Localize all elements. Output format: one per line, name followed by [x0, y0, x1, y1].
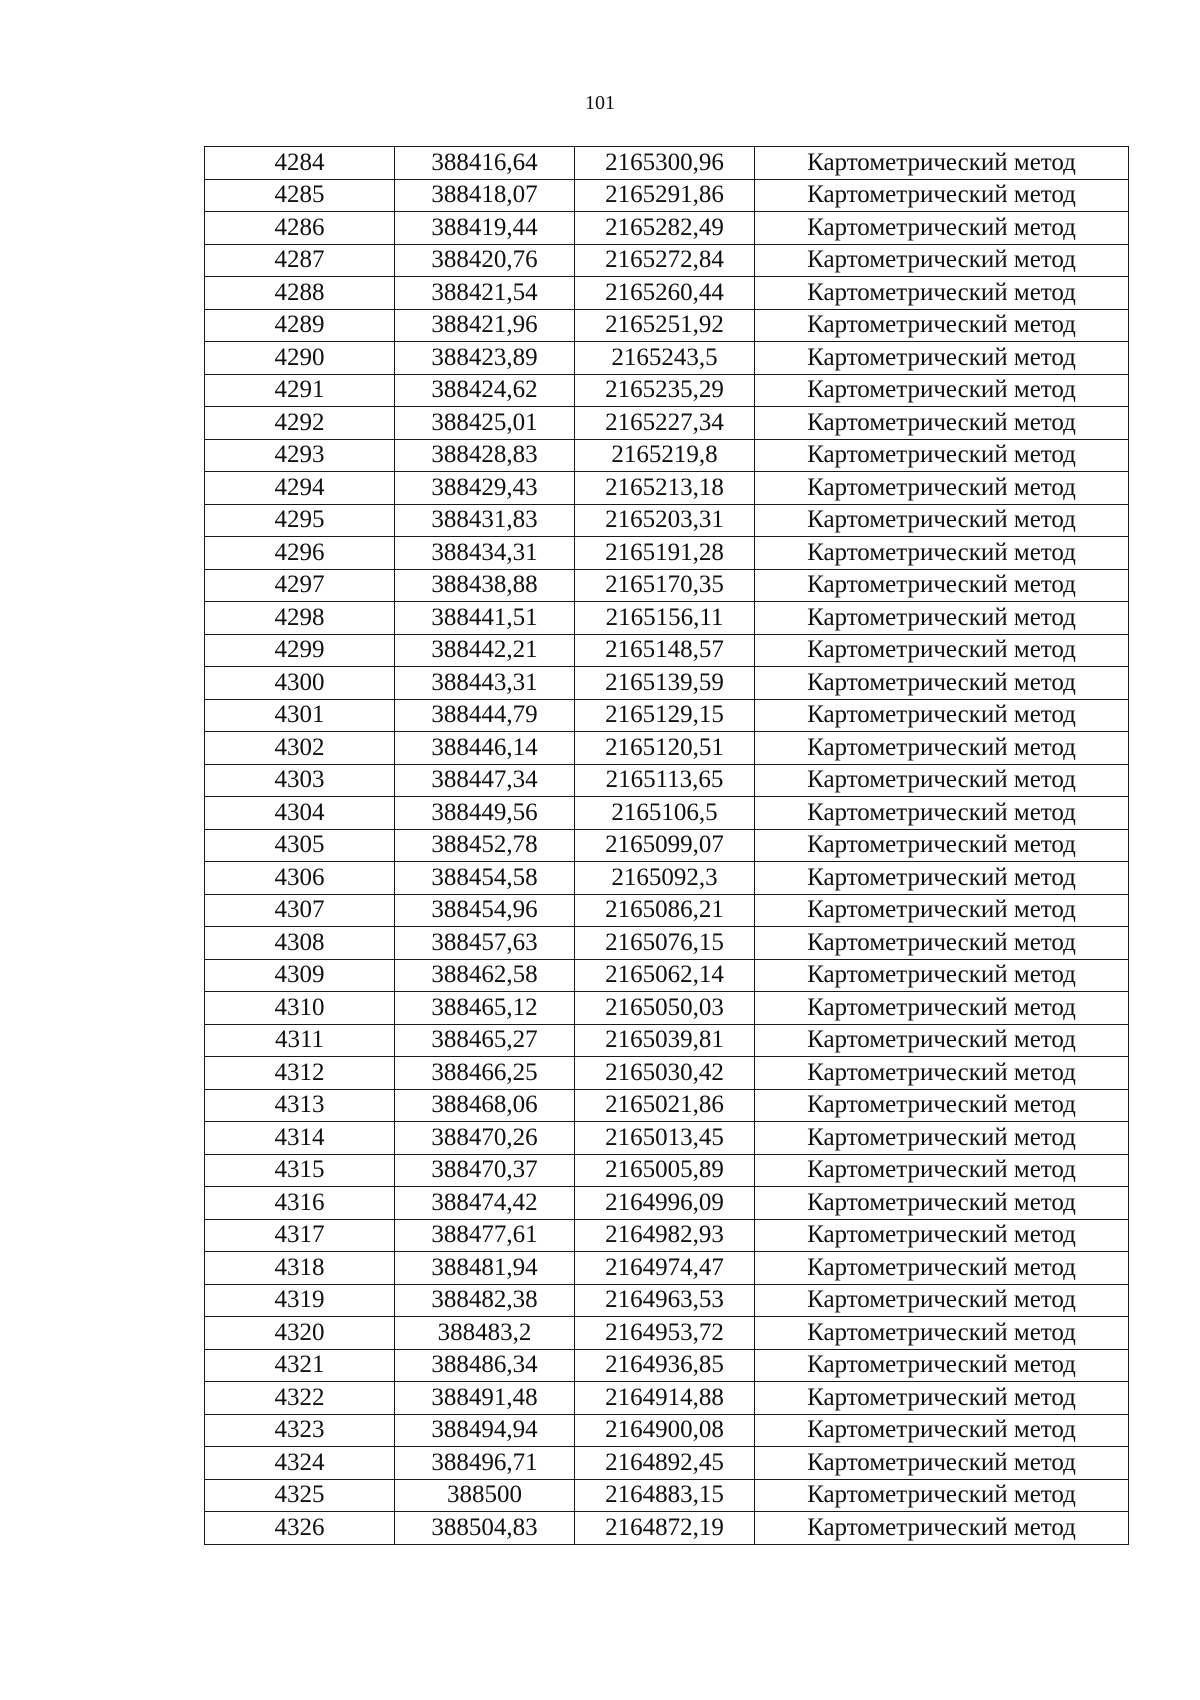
table-row	[205, 504, 1129, 537]
point-number-cell: 4300	[205, 667, 395, 700]
point-number-cell: 4307	[205, 894, 395, 927]
table-row	[205, 797, 1129, 830]
method-cell: Картометрический метод	[755, 1414, 1129, 1447]
table-row	[205, 1479, 1129, 1512]
table-row	[205, 537, 1129, 570]
y-coordinate-cell: 2164883,15	[575, 1479, 755, 1512]
point-number-cell: 4326	[205, 1512, 395, 1545]
x-coordinate-cell: 388421,54	[395, 277, 575, 310]
method-cell: Картометрический метод	[755, 1089, 1129, 1122]
method-cell: Картометрический метод	[755, 1187, 1129, 1220]
method-cell: Картометрический метод	[755, 244, 1129, 277]
table-row	[205, 212, 1129, 245]
method-cell: Картометрический метод	[755, 1317, 1129, 1350]
y-coordinate-cell: 2165213,18	[575, 472, 755, 505]
table-row	[205, 1512, 1129, 1545]
table-row	[205, 472, 1129, 505]
table-row	[205, 894, 1129, 927]
x-coordinate-cell: 388486,34	[395, 1349, 575, 1382]
point-number-cell: 4324	[205, 1447, 395, 1480]
x-coordinate-cell: 388416,64	[395, 147, 575, 180]
y-coordinate-cell: 2165076,15	[575, 927, 755, 960]
x-coordinate-cell: 388483,2	[395, 1317, 575, 1350]
point-number-cell: 4288	[205, 277, 395, 310]
table-row	[205, 927, 1129, 960]
method-cell: Картометрический метод	[755, 992, 1129, 1025]
x-coordinate-cell: 388500	[395, 1479, 575, 1512]
y-coordinate-cell: 2164982,93	[575, 1219, 755, 1252]
x-coordinate-cell: 388438,88	[395, 569, 575, 602]
table-row	[205, 1414, 1129, 1447]
table-row	[205, 244, 1129, 277]
y-coordinate-cell: 2164914,88	[575, 1382, 755, 1415]
y-coordinate-cell: 2165092,3	[575, 862, 755, 895]
table-row	[205, 309, 1129, 342]
y-coordinate-cell: 2164872,19	[575, 1512, 755, 1545]
point-number-cell: 4312	[205, 1057, 395, 1090]
point-number-cell: 4314	[205, 1122, 395, 1155]
y-coordinate-cell: 2165139,59	[575, 667, 755, 700]
y-coordinate-cell: 2165227,34	[575, 407, 755, 440]
y-coordinate-cell: 2165129,15	[575, 699, 755, 732]
method-cell: Картометрический метод	[755, 959, 1129, 992]
y-coordinate-cell: 2165113,65	[575, 764, 755, 797]
point-number-cell: 4309	[205, 959, 395, 992]
x-coordinate-cell: 388431,83	[395, 504, 575, 537]
point-number-cell: 4308	[205, 927, 395, 960]
method-cell: Картометрический метод	[755, 862, 1129, 895]
point-number-cell: 4316	[205, 1187, 395, 1220]
x-coordinate-cell: 388425,01	[395, 407, 575, 440]
x-coordinate-cell: 388446,14	[395, 732, 575, 765]
x-coordinate-cell: 388444,79	[395, 699, 575, 732]
y-coordinate-cell: 2165300,96	[575, 147, 755, 180]
x-coordinate-cell: 388424,62	[395, 374, 575, 407]
method-cell: Картометрический метод	[755, 1122, 1129, 1155]
method-cell: Картометрический метод	[755, 472, 1129, 505]
page-number: 101	[585, 92, 615, 114]
point-number-cell: 4284	[205, 147, 395, 180]
point-number-cell: 4320	[205, 1317, 395, 1350]
y-coordinate-cell: 2165099,07	[575, 829, 755, 862]
y-coordinate-cell: 2165219,8	[575, 439, 755, 472]
method-cell: Картометрический метод	[755, 1512, 1129, 1545]
point-number-cell: 4293	[205, 439, 395, 472]
y-coordinate-cell: 2165251,92	[575, 309, 755, 342]
point-number-cell: 4302	[205, 732, 395, 765]
table-row	[205, 1187, 1129, 1220]
x-coordinate-cell: 388470,26	[395, 1122, 575, 1155]
table-row	[205, 667, 1129, 700]
method-cell: Картометрический метод	[755, 407, 1129, 440]
y-coordinate-cell: 2164996,09	[575, 1187, 755, 1220]
y-coordinate-cell: 2164963,53	[575, 1284, 755, 1317]
x-coordinate-cell: 388420,76	[395, 244, 575, 277]
point-number-cell: 4301	[205, 699, 395, 732]
method-cell: Картометрический метод	[755, 1219, 1129, 1252]
x-coordinate-cell: 388465,27	[395, 1024, 575, 1057]
table-row	[205, 1284, 1129, 1317]
x-coordinate-cell: 388434,31	[395, 537, 575, 570]
table-row	[205, 1057, 1129, 1090]
method-cell: Картометрический метод	[755, 699, 1129, 732]
table-row	[205, 1317, 1129, 1350]
table-row	[205, 1382, 1129, 1415]
x-coordinate-cell: 388419,44	[395, 212, 575, 245]
point-number-cell: 4306	[205, 862, 395, 895]
table-row	[205, 407, 1129, 440]
y-coordinate-cell: 2164953,72	[575, 1317, 755, 1350]
y-coordinate-cell: 2165156,11	[575, 602, 755, 635]
method-cell: Картометрический метод	[755, 309, 1129, 342]
method-cell: Картометрический метод	[755, 504, 1129, 537]
point-number-cell: 4305	[205, 829, 395, 862]
y-coordinate-cell: 2165030,42	[575, 1057, 755, 1090]
y-coordinate-cell: 2164974,47	[575, 1252, 755, 1285]
x-coordinate-cell: 388481,94	[395, 1252, 575, 1285]
x-coordinate-cell: 388477,61	[395, 1219, 575, 1252]
x-coordinate-cell: 388421,96	[395, 309, 575, 342]
table-row	[205, 634, 1129, 667]
method-cell: Картометрический метод	[755, 634, 1129, 667]
x-coordinate-cell: 388457,63	[395, 927, 575, 960]
table-row	[205, 1089, 1129, 1122]
y-coordinate-cell: 2164892,45	[575, 1447, 755, 1480]
method-cell: Картометрический метод	[755, 732, 1129, 765]
x-coordinate-cell: 388504,83	[395, 1512, 575, 1545]
method-cell: Картометрический метод	[755, 212, 1129, 245]
method-cell: Картометрический метод	[755, 797, 1129, 830]
point-number-cell: 4321	[205, 1349, 395, 1382]
point-number-cell: 4317	[205, 1219, 395, 1252]
table-row	[205, 602, 1129, 635]
point-number-cell: 4325	[205, 1479, 395, 1512]
point-number-cell: 4294	[205, 472, 395, 505]
x-coordinate-cell: 388474,42	[395, 1187, 575, 1220]
point-number-cell: 4289	[205, 309, 395, 342]
table-row	[205, 959, 1129, 992]
method-cell: Картометрический метод	[755, 537, 1129, 570]
x-coordinate-cell: 388466,25	[395, 1057, 575, 1090]
y-coordinate-cell: 2165021,86	[575, 1089, 755, 1122]
table-row	[205, 439, 1129, 472]
x-coordinate-cell: 388452,78	[395, 829, 575, 862]
y-coordinate-cell: 2165243,5	[575, 342, 755, 375]
y-coordinate-cell: 2165291,86	[575, 179, 755, 212]
method-cell: Картометрический метод	[755, 147, 1129, 180]
point-number-cell: 4311	[205, 1024, 395, 1057]
point-number-cell: 4295	[205, 504, 395, 537]
y-coordinate-cell: 2164936,85	[575, 1349, 755, 1382]
x-coordinate-cell: 388465,12	[395, 992, 575, 1025]
y-coordinate-cell: 2165191,28	[575, 537, 755, 570]
x-coordinate-cell: 388418,07	[395, 179, 575, 212]
point-number-cell: 4291	[205, 374, 395, 407]
method-cell: Картометрический метод	[755, 1382, 1129, 1415]
method-cell: Картометрический метод	[755, 927, 1129, 960]
x-coordinate-cell: 388468,06	[395, 1089, 575, 1122]
y-coordinate-cell: 2165272,84	[575, 244, 755, 277]
method-cell: Картометрический метод	[755, 439, 1129, 472]
table-row	[205, 992, 1129, 1025]
point-number-cell: 4322	[205, 1382, 395, 1415]
table-row	[205, 1219, 1129, 1252]
table-row	[205, 277, 1129, 310]
table-row	[205, 374, 1129, 407]
x-coordinate-cell: 388470,37	[395, 1154, 575, 1187]
table-row	[205, 699, 1129, 732]
method-cell: Картометрический метод	[755, 374, 1129, 407]
method-cell: Картометрический метод	[755, 894, 1129, 927]
method-cell: Картометрический метод	[755, 1024, 1129, 1057]
table-row	[205, 764, 1129, 797]
y-coordinate-cell: 2165086,21	[575, 894, 755, 927]
table-row	[205, 342, 1129, 375]
point-number-cell: 4287	[205, 244, 395, 277]
x-coordinate-cell: 388482,38	[395, 1284, 575, 1317]
method-cell: Картометрический метод	[755, 342, 1129, 375]
x-coordinate-cell: 388454,58	[395, 862, 575, 895]
point-number-cell: 4290	[205, 342, 395, 375]
method-cell: Картометрический метод	[755, 1154, 1129, 1187]
y-coordinate-cell: 2165260,44	[575, 277, 755, 310]
method-cell: Картометрический метод	[755, 667, 1129, 700]
y-coordinate-cell: 2165039,81	[575, 1024, 755, 1057]
method-cell: Картометрический метод	[755, 1284, 1129, 1317]
point-number-cell: 4318	[205, 1252, 395, 1285]
x-coordinate-cell: 388449,56	[395, 797, 575, 830]
table-row	[205, 147, 1129, 180]
y-coordinate-cell: 2165062,14	[575, 959, 755, 992]
table-row	[205, 732, 1129, 765]
method-cell: Картометрический метод	[755, 1447, 1129, 1480]
point-number-cell: 4299	[205, 634, 395, 667]
point-number-cell: 4315	[205, 1154, 395, 1187]
point-number-cell: 4296	[205, 537, 395, 570]
method-cell: Картометрический метод	[755, 277, 1129, 310]
y-coordinate-cell: 2165120,51	[575, 732, 755, 765]
method-cell: Картометрический метод	[755, 569, 1129, 602]
x-coordinate-cell: 388447,34	[395, 764, 575, 797]
y-coordinate-cell: 2165203,31	[575, 504, 755, 537]
table-row	[205, 862, 1129, 895]
point-number-cell: 4310	[205, 992, 395, 1025]
table-row	[205, 1252, 1129, 1285]
table-row	[205, 569, 1129, 602]
method-cell: Картометрический метод	[755, 829, 1129, 862]
point-number-cell: 4286	[205, 212, 395, 245]
y-coordinate-cell: 2165235,29	[575, 374, 755, 407]
x-coordinate-cell: 388494,94	[395, 1414, 575, 1447]
point-number-cell: 4304	[205, 797, 395, 830]
x-coordinate-cell: 388443,31	[395, 667, 575, 700]
method-cell: Картометрический метод	[755, 1252, 1129, 1285]
point-number-cell: 4285	[205, 179, 395, 212]
x-coordinate-cell: 388441,51	[395, 602, 575, 635]
method-cell: Картометрический метод	[755, 1057, 1129, 1090]
x-coordinate-cell: 388496,71	[395, 1447, 575, 1480]
y-coordinate-cell: 2165170,35	[575, 569, 755, 602]
point-number-cell: 4323	[205, 1414, 395, 1447]
point-number-cell: 4313	[205, 1089, 395, 1122]
x-coordinate-cell: 388462,58	[395, 959, 575, 992]
table-row	[205, 1349, 1129, 1382]
point-number-cell: 4319	[205, 1284, 395, 1317]
point-number-cell: 4303	[205, 764, 395, 797]
method-cell: Картометрический метод	[755, 602, 1129, 635]
method-cell: Картометрический метод	[755, 1349, 1129, 1382]
method-cell: Картометрический метод	[755, 1479, 1129, 1512]
y-coordinate-cell: 2165050,03	[575, 992, 755, 1025]
method-cell: Картометрический метод	[755, 179, 1129, 212]
x-coordinate-cell: 388491,48	[395, 1382, 575, 1415]
x-coordinate-cell: 388423,89	[395, 342, 575, 375]
x-coordinate-cell: 388429,43	[395, 472, 575, 505]
table-row	[205, 1122, 1129, 1155]
y-coordinate-cell: 2165106,5	[575, 797, 755, 830]
point-number-cell: 4297	[205, 569, 395, 602]
y-coordinate-cell: 2165013,45	[575, 1122, 755, 1155]
coordinates-table	[204, 146, 1129, 1545]
x-coordinate-cell: 388442,21	[395, 634, 575, 667]
y-coordinate-cell: 2165282,49	[575, 212, 755, 245]
table-row	[205, 179, 1129, 212]
y-coordinate-cell: 2165148,57	[575, 634, 755, 667]
y-coordinate-cell: 2165005,89	[575, 1154, 755, 1187]
table-row	[205, 1024, 1129, 1057]
y-coordinate-cell: 2164900,08	[575, 1414, 755, 1447]
coordinates-table-body	[205, 147, 1129, 1545]
point-number-cell: 4298	[205, 602, 395, 635]
table-row	[205, 1154, 1129, 1187]
x-coordinate-cell: 388428,83	[395, 439, 575, 472]
x-coordinate-cell: 388454,96	[395, 894, 575, 927]
table-row	[205, 1447, 1129, 1480]
table-row	[205, 829, 1129, 862]
point-number-cell: 4292	[205, 407, 395, 440]
method-cell: Картометрический метод	[755, 764, 1129, 797]
